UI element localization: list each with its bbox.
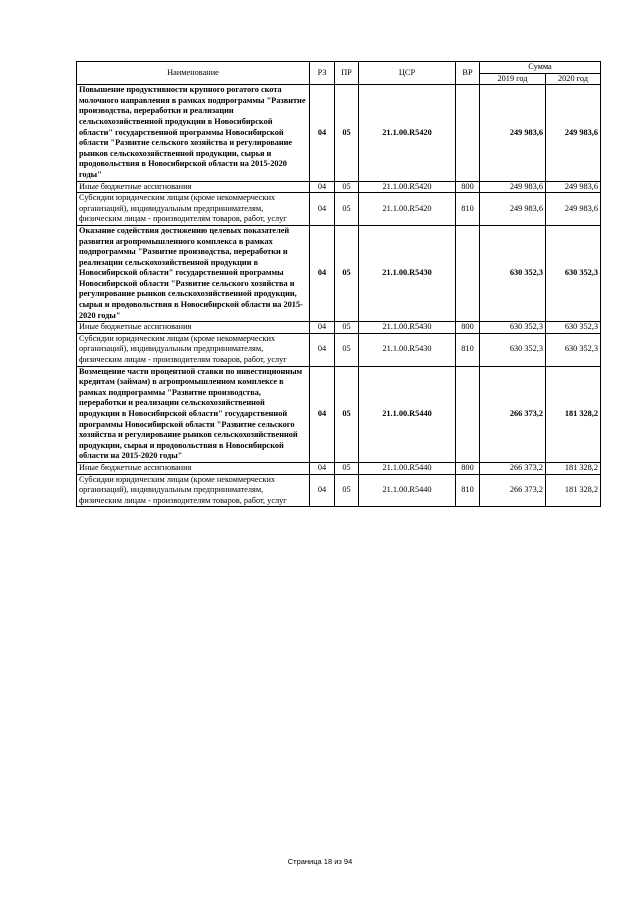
row-2020: 630 352,3 [546,333,601,366]
row-pr: 05 [335,366,359,462]
row-2019: 630 352,3 [480,225,546,321]
header-2019: 2019 год [480,73,546,85]
header-sum: Сумма [480,62,601,74]
row-pr: 05 [335,193,359,226]
row-pr: 05 [335,181,359,193]
table-row [77,193,601,226]
row-vr [456,366,480,462]
row-vr: 800 [456,322,480,334]
row-csr: 21.1.00.R5440 [359,474,456,507]
row-2019: 249 983,6 [480,85,546,181]
page-footer: Страница 18 из 94 [287,857,353,866]
row-name: Оказание содействия достижению целевых показателей развития агропромышленного комплекса в рамках подпрограммы "Развитие производства, переработки и реализации сельскохозяйственной продукции в Новосибирской области" государственной программы Новосибирской области "Развитие сельского хозяйства и регулирование рынков сельскохозяйственной продукции, сырья и продовольствия в Новосибирской области на 2015-2020 годы" [77,225,310,321]
table-row [77,333,601,366]
row-csr: 21.1.00.R5430 [359,225,456,321]
row-csr: 21.1.00.R5430 [359,333,456,366]
row-name: Иные бюджетные ассигнования [77,181,310,193]
row-rz: 04 [310,462,335,474]
row-csr: 21.1.00.R5430 [359,322,456,334]
row-name: Иные бюджетные ассигнования [77,322,310,334]
row-rz: 04 [310,322,335,334]
row-pr: 05 [335,85,359,181]
row-csr: 21.1.00.R5420 [359,181,456,193]
header-name: Наименование [77,62,310,85]
row-pr: 05 [335,462,359,474]
table-row [77,181,601,193]
row-vr: 800 [456,181,480,193]
row-2020: 630 352,3 [546,225,601,321]
row-2019: 266 373,2 [480,462,546,474]
row-rz: 04 [310,181,335,193]
header-pr: ПР [335,62,359,85]
row-name: Повышение продуктивности крупного рогатого скота молочного направления в рамках подпрограммы "Развитие производства, переработки и реализации сельскохозяйственной продукции в Новосибирской области" государственной программы Новосибирской области "Развитие сельского хозяйства и регулирование рынков сельскохозяйственной продукции, сырья и продовольствия в Новосибирской области на 2015-2020 годы" [77,85,310,181]
row-csr: 21.1.00.R5440 [359,366,456,462]
row-rz: 04 [310,193,335,226]
row-2020: 181 328,2 [546,462,601,474]
row-name: Иные бюджетные ассигнования [77,462,310,474]
row-2020: 630 352,3 [546,322,601,334]
header-rz: РЗ [310,62,335,85]
table-row [77,322,601,334]
row-vr: 810 [456,474,480,507]
header-2020: 2020 год [546,73,601,85]
row-rz: 04 [310,474,335,507]
row-name: Субсидии юридическим лицам (кроме некоммерческих организаций), индивидуальным предпринимателям, физическим лицам - производителям товаров, работ, услуг [77,474,310,507]
row-csr: 21.1.00.R5420 [359,85,456,181]
row-vr: 810 [456,193,480,226]
row-pr: 05 [335,322,359,334]
row-csr: 21.1.00.R5440 [359,462,456,474]
row-2019: 630 352,3 [480,322,546,334]
table-row [77,462,601,474]
row-2019: 249 983,6 [480,193,546,226]
row-2019: 630 352,3 [480,333,546,366]
budget-table [76,61,601,507]
row-name: Возмещение части процентной ставки по инвестиционным кредитам (займам) в агропромышленном комплексе в рамках подпрограммы "Развитие производства, переработки и реализации сельскохозяйственной продукции в Новосибирской области" государственной программы Новосибирской области "Развитие сельского хозяйства и регулирование рынков сельскохозяйственной продукции, сырья и продовольствия в Новосибирской области на 2015-2020 годы" [77,366,310,462]
row-pr: 05 [335,474,359,507]
row-rz: 04 [310,366,335,462]
row-csr: 21.1.00.R5420 [359,193,456,226]
row-2020: 249 983,6 [546,85,601,181]
table-row [77,474,601,507]
row-name: Субсидии юридическим лицам (кроме некоммерческих организаций), индивидуальным предпринимателям, физическим лицам - производителям товаров, работ, услуг [77,333,310,366]
row-2020: 249 983,6 [546,181,601,193]
row-2020: 181 328,2 [546,474,601,507]
row-pr: 05 [335,333,359,366]
row-2019: 266 373,2 [480,366,546,462]
table-row [77,225,601,321]
row-vr [456,85,480,181]
row-rz: 04 [310,333,335,366]
header-csr: ЦСР [359,62,456,85]
row-name: Субсидии юридическим лицам (кроме некоммерческих организаций), индивидуальным предпринимателям, физическим лицам - производителям товаров, работ, услуг [77,193,310,226]
header-vr: ВР [456,62,480,85]
row-2019: 266 373,2 [480,474,546,507]
row-vr: 810 [456,333,480,366]
row-vr: 800 [456,462,480,474]
table-row [77,85,601,181]
row-rz: 04 [310,225,335,321]
row-vr [456,225,480,321]
row-pr: 05 [335,225,359,321]
row-rz: 04 [310,85,335,181]
table-row [77,366,601,462]
row-2020: 181 328,2 [546,366,601,462]
row-2020: 249 983,6 [546,193,601,226]
row-2019: 249 983,6 [480,181,546,193]
